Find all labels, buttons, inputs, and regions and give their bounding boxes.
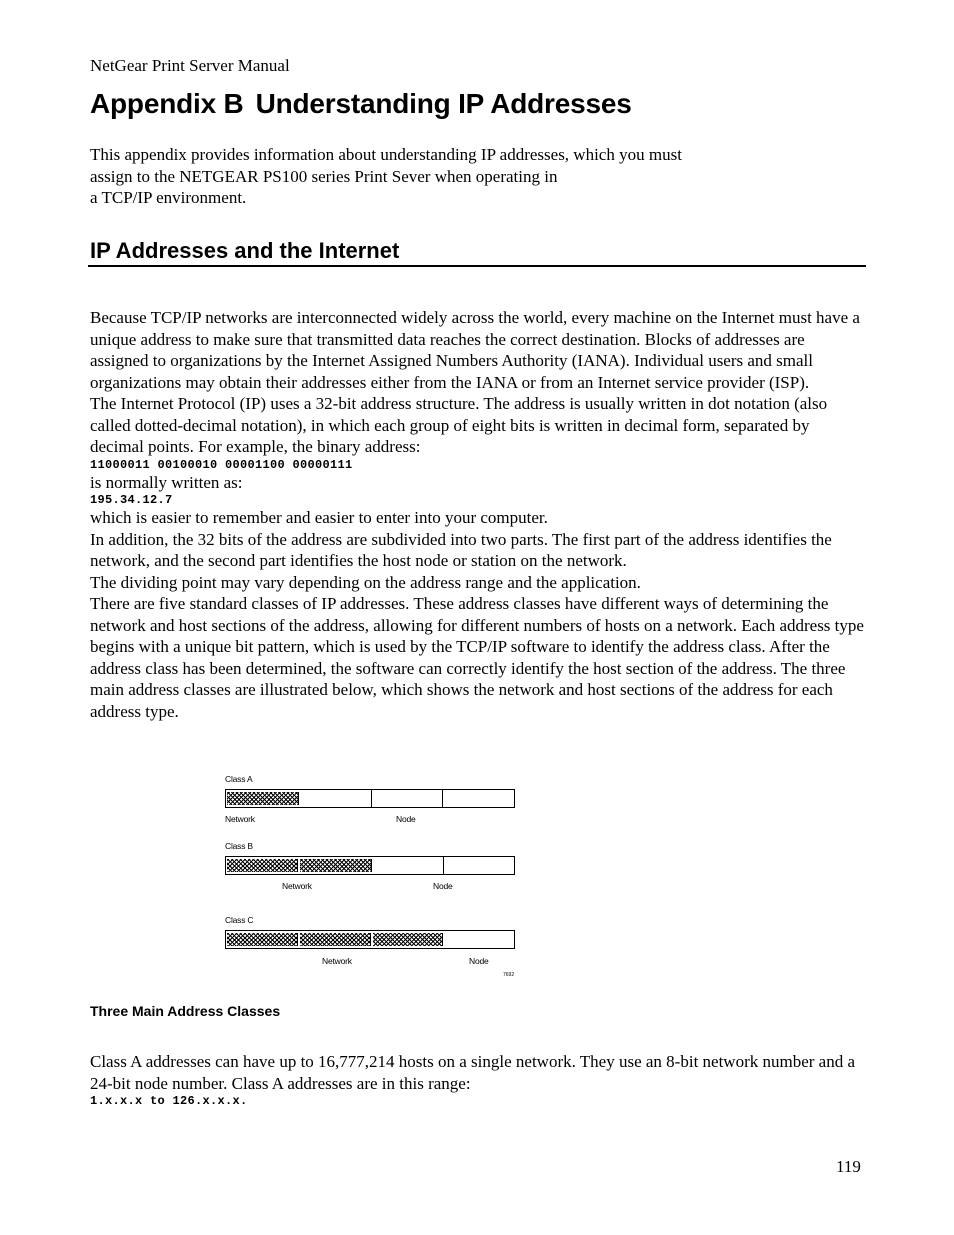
node-octet [444,931,514,948]
section-heading: IP Addresses and the Internet [90,238,400,263]
paragraph: is normally written as: [90,472,243,492]
class-b-node-label: Node [433,881,453,891]
node-octet [300,790,372,807]
paragraph: The dividing point may vary depending on the address range and the application. [90,572,641,592]
page-number: 119 [836,1157,861,1176]
node-octet [443,790,514,807]
class-a-node-label: Node [396,814,416,824]
chapter-name: Understanding IP Addresses [255,88,632,119]
class-c-title: Class C [225,915,254,925]
class-b-address-bar [225,856,515,875]
class-c-node-label: Node [469,956,489,966]
class-c-network-label: Network [322,956,352,966]
class-a-address-bar [225,789,515,808]
network-octet [373,933,444,946]
network-octet [227,933,298,946]
paragraph: In addition, the 32 bits of the address are subdivided into two parts. The first part of the address identifies the network, and the second part identifies the host node or station on the network. [90,529,832,570]
body-text [90,307,865,722]
paragraph: The Internet Protocol (IP) uses a 32-bit address structure. The address is usually written in dot notation (also called dotted-decimal notation), in which each group of eight bits is written in decimal form, separated by decimal points. For example, the binary address: [90,394,828,456]
intro-line: assign to the NETGEAR PS100 series Print Sever when operating in [90,166,558,186]
intro-paragraph [90,144,810,209]
code-binary-address: 11000011 00100010 00001100 00000111 [90,457,353,472]
paragraph: Class A addresses can have up to 16,777,214 hosts on a single network. They use an 8-bit network number and a 24-bit node number. Class A addresses are in this range: [90,1052,856,1093]
network-octet [300,859,371,872]
section-rule [88,265,866,267]
network-octet [227,792,299,805]
class-a-title: Class A [225,774,253,784]
code-dotted-address: 195.34.12.7 [90,493,173,507]
body-text-class-a [90,1051,865,1108]
class-b-title: Class B [225,841,253,851]
intro-line: This appendix provides information about understanding IP addresses, which you must [90,145,682,164]
figure-tag: 7692 [503,972,515,978]
code-class-a-range: 1.x.x.x to 126.x.x.x. [90,1094,248,1108]
chapter-label: Appendix B [90,88,244,119]
class-a-network-label: Network [225,814,255,824]
node-octet [444,857,514,874]
address-class-diagram [222,772,522,982]
class-b-network-label: Network [282,881,312,891]
node-octet [373,857,444,874]
paragraph: Because TCP/IP networks are interconnected widely across the world, every machine on the Internet must have a unique address to make sure that transmitted data reaches the correct destination. Blocks of addresses are assigned to organizations by the Internet Assigned Numbers Authority (IANA). Individual users and small organizations may obtain their addresses either from the IANA or from an Internet service provider (ISP). [90,308,860,392]
network-octet [300,933,371,946]
network-octet [227,859,298,872]
chapter-title [90,88,632,120]
class-c-address-bar [225,930,515,949]
intro-line: a TCP/IP environment. [90,188,247,208]
running-header: NetGear Print Server Manual [90,56,290,75]
paragraph: There are five standard classes of IP addresses. These address classes have different ways of determining the network and host sections of the address, allowing for different numbers of hosts on a network. Each address type begins with a unique bit pattern, which is used by the TCP/IP software to identify the address class. After the address class has been determined, the software can correctly identify the host section of the address. The three main address classes are illustrated below, which shows the network and host sections of the address for each address type. [90,594,864,721]
paragraph: which is easier to remember and easier to enter into your computer. [90,508,548,527]
node-octet [372,790,444,807]
figure-caption: Three Main Address Classes [90,1003,281,1019]
